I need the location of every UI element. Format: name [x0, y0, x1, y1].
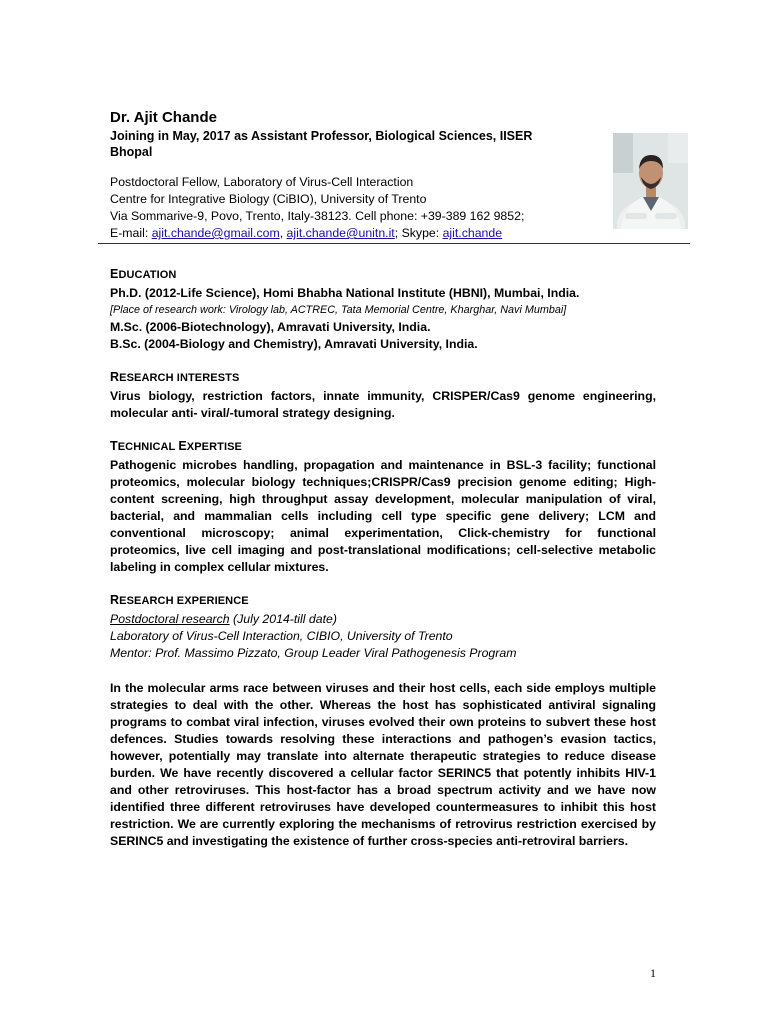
lab-line: Laboratory of Virus-Cell Interaction, CIBIO, University of Trento — [110, 629, 453, 643]
profile-photo — [613, 133, 688, 229]
section-heading: EDUCATION — [110, 267, 177, 281]
position-period: (July 2014-till date) — [229, 612, 337, 626]
cv-body — [110, 266, 656, 866]
research-description: In the molecular arms race between viruses and their host cells, each side employs multiple strategies to deal with the other. Whereas the host has sophisticated antiviral signaling programs to combat viral infection, viruses evolved their own proteins to subvert these host defences. Studies towards resolving these interactions and pathogen’s evasion tactics, however, potentially may translate into alternate therapeutic strategies to reduce disease burden. We have recently discovered a cellular factor SERINC5 that potently inhibits HIV-1 and other retroviruses. This host-factor has a broad spectrum activity and we have now identified three different retroviruses have developed countermeasures to inhibit this host restriction. We are currently exploring the mechanisms of retrovirus restriction exercised by SERINC5 and investigating the existence of further cross-species anti-retroviral barriers. — [110, 681, 656, 848]
section-heading: RESEARCH EXPERIENCE — [110, 593, 249, 607]
position-line — [110, 611, 656, 628]
separator: , — [279, 226, 287, 240]
header — [110, 108, 570, 242]
affiliation-line: Postdoctoral Fellow, Laboratory of Virus-Cell Interaction — [110, 175, 414, 189]
section-heading: RESEARCH INTERESTS — [110, 370, 240, 384]
email-link-gmail[interactable]: ajit.chande@gmail.com — [151, 226, 280, 240]
technical-expertise-section — [110, 438, 656, 576]
person-name: Dr. Ajit Chande — [110, 109, 217, 126]
research-interests-section — [110, 369, 656, 422]
education-section — [110, 266, 656, 353]
technical-expertise-text: Pathogenic microbes handling, propagation and maintenance in BSL-3 facility; functional proteomics, molecular biology techniques;CRISPR/Cas9 precision genome editing; High-content screening, high throughput assay development, molecular manipulation of viral, bacterial, and mammalian cells including cell type specific gene delivery; LCM and conventional microscopy; animal experimentation, Click-chemistry for functional proteomics, live cell imaging and post-translational modifications; cell-selective metabolic labeling in complex cellular mixtures. — [110, 458, 656, 574]
header-divider — [98, 243, 690, 244]
mentor-line: Mentor: Prof. Massimo Pizzato, Group Leader Viral Pathogenesis Program — [110, 646, 517, 660]
profile-photo-illustration — [613, 133, 688, 229]
affiliation-line: Centre for Integrative Biology (CiBIO), University of Trento — [110, 192, 427, 206]
skype-label: ; Skype: — [394, 226, 443, 240]
page-number: 1 — [650, 966, 656, 980]
joining-statement: Joining in May, 2017 as Assistant Professor, Biological Sciences, IISER Bhopal — [110, 129, 533, 159]
education-bsc: B.Sc. (2004-Biology and Chemistry), Amravati University, India. — [110, 337, 478, 351]
position-title: Postdoctoral research — [110, 612, 230, 626]
skype-link[interactable]: ajit.chande — [442, 226, 503, 240]
email-label: E-mail: — [110, 226, 152, 240]
education-phd: Ph.D. (2012-Life Science), Homi Bhabha National Institute (HBNI), Mumbai, India. — [110, 286, 580, 300]
education-phd-note: [Place of research work: Virology lab, ACTREC, Tata Memorial Centre, Kharghar, Navi Mumbai] — [110, 304, 567, 316]
section-heading: TECHNICAL EXPERTISE — [110, 439, 242, 453]
contact-line — [110, 225, 570, 242]
affiliation-block — [110, 174, 570, 242]
email-link-unitn[interactable]: ajit.chande@unitn.it — [286, 226, 395, 240]
research-interests-text: Virus biology, restriction factors, innate immunity, CRISPER/Cas9 genome engineering, molecular anti- viral/-tumoral strategy designing. — [110, 389, 656, 420]
address-line: Via Sommarive-9, Povo, Trento, Italy-38123. Cell phone: +39-389 162 9852; — [110, 209, 525, 223]
research-experience-section — [110, 592, 656, 850]
education-msc: M.Sc. (2006-Biotechnology), Amravati University, India. — [110, 320, 431, 334]
